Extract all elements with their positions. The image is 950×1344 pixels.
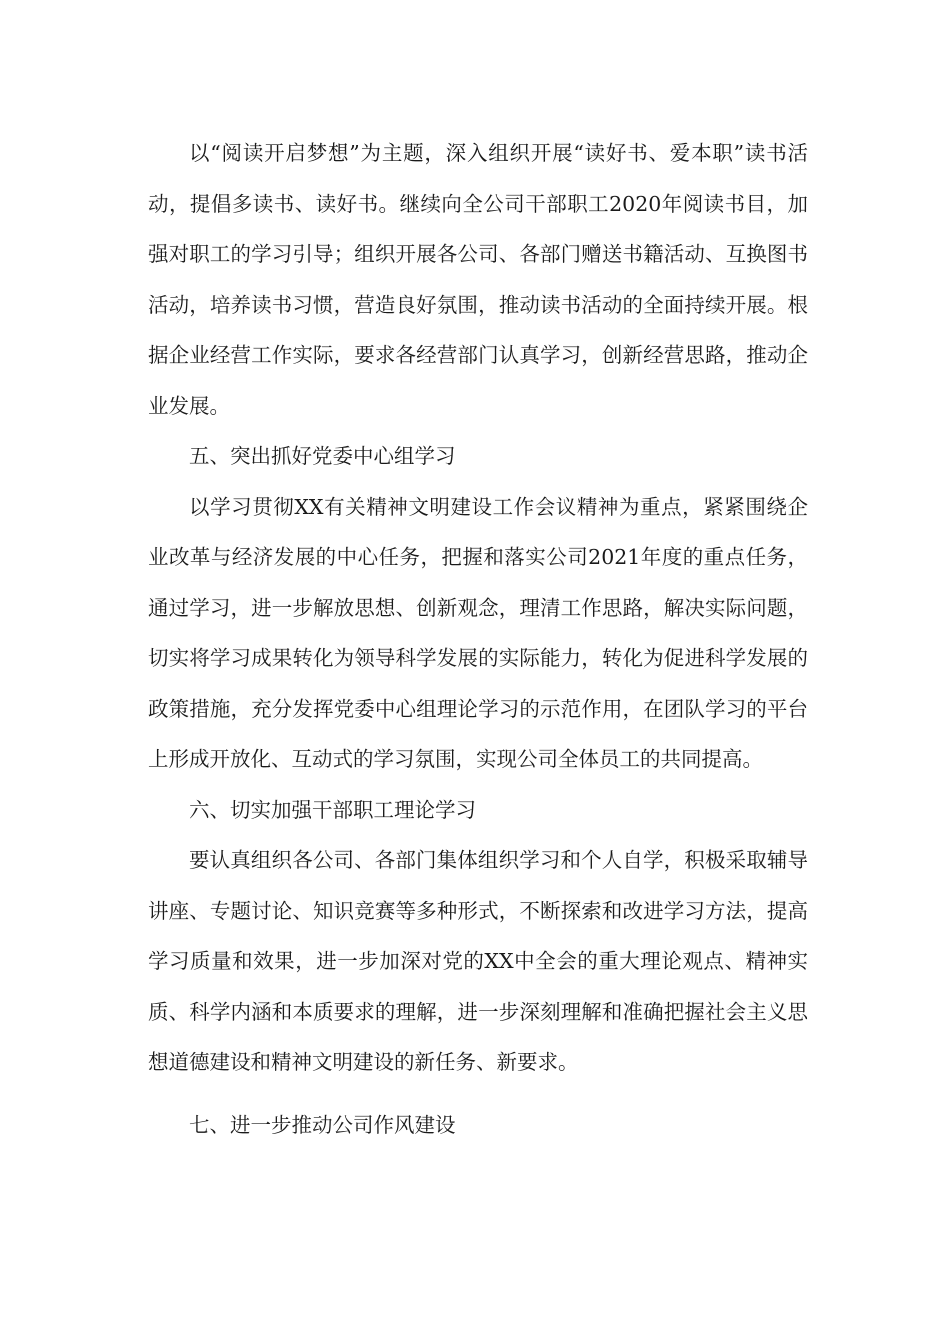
document-body (148, 128, 808, 1150)
paragraph-theory-study: 要认真组织各公司、各部门集体组织学习和个人自学，积极采取辅导讲座、专题讨论、知识竞赛等多种形式，不断探索和改进学习方法，提高学习质量和效果，进一步加深对党的XX中全会的重大理论观点、精神实质、科学内涵和本质要求的理解，进一步深刻理解和准确把握社会主义思想道德建设和精神文明建设的新任务、新要求。 (148, 848, 808, 1074)
paragraph-reading-activity: 以“阅读开启梦想”为主题，深入组织开展“读好书、爱本职”读书活动，提倡多读书、读好书。继续向全公司干部职工2020年阅读书目，加强对职工的学习引导；组织开展各公司、各部门赠送书籍活动、互换图书活动，培养读书习惯，营造良好氛围，推动读书活动的全面持续开展。根据企业经营工作实际，要求各经营部门认真学习，创新经营思路，推动企业发展。 (148, 141, 808, 418)
section-heading-7: 七、进一步推动公司作风建设 (189, 1112, 456, 1137)
section-heading-5: 五、突出抓好党委中心组学习 (189, 444, 456, 468)
section-heading-6: 六、切实加强干部职工理论学习 (189, 797, 476, 822)
paragraph-committee-study: 以学习贯彻XX有关精神文明建设工作会议精神为重点，紧紧围绕企业改革与经济发展的中心任务，把握和落实公司2021年度的重点任务，通过学习，进一步解放思想、创新观念，理清工作思路，解决实际问题，切实将学习成果转化为领导科学发展的实际能力，转化为促进科学发展的政策措施，充分发挥党委中心组理论学习的示范作用，在团队学习的平台上形成开放化、互动式的学习氛围，实现公司全体员工的共同提高。 (148, 494, 808, 771)
